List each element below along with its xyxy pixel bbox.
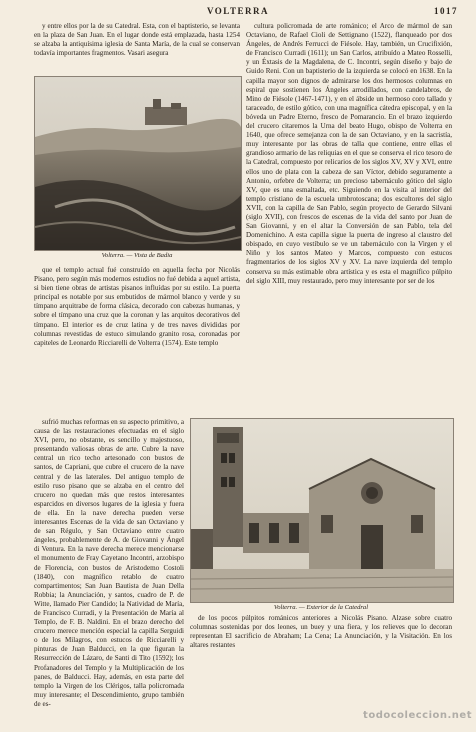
watermark: todocoleccion.net [363,710,472,721]
left-column-top [34,22,240,74]
running-head [0,6,476,20]
paragraph: y entre ellos por la de su Catedral. Esta, con el baptisterio, se levanta en la plaza de San Juan. En el lugar donde está emplazada, hasta 1254 se alzaba la antiquísima iglesia de Santa María, de la cual se conservan todavía importantes fragmentos. Vasari asegura [34,22,240,58]
left-column-lower [34,418,184,708]
right-column-top [246,22,452,402]
left-column-middle [34,266,240,416]
page-number: 1017 [434,6,458,16]
landscape-photo [34,76,242,251]
running-title: VOLTERRA [206,6,269,16]
paragraph: de los pocos púlpitos románicos anteriores a Nicolás Pisano. Alzase sobre cuatro columnas sostenidas por dos leones, un buey y una fiera, y los relieves que lo decoran representan El sacrificio de Abraham; La Cena; La Anunciación, y la Visitación. En los altares restantes [190,614,452,650]
cathedral-caption: Volterra. — Exterior de la Catedral [273,604,369,611]
landscape-caption: Volterra. — Vista de Badia [101,252,173,259]
paragraph: cultura policromada de arte románico; el Arco de mármol de san Octaviano, de Rafael Cioli de Settignano (1522), flanqueado por dos Ángeles, de Andrés Ferrucci de Fiésole. Hay, también, un Crucifixión, de Francisco Curradi (1611); un San Carlos, atribuído a Mateo Rosselli, y un Éxtasis de la Magdalena, de C. Incontri, según diseño y bajo de Guido Reni. Con un baptisterio de la izquierda se colocó en 1638. En la capilla mayor son dignos de admirarse los dos hermosos columnas en espiral que sostienen los Ángeles arrodillados, con candelabros, de Mino de Fiésole (1467-1471), y en el ábside un hermoso coro tallado y taraceado, de estilo gótico, con una magnífica cátedra episcopal, y en la bóveda un Padre Eterno, fresco de Pomarancio. En el brazo izquierdo del crucero citaremos la Urna del beato Hugo, obispo de Volterra en 1640, que ofrece semejanza con la de san Octaviano, y en la sacristía, muy interesante por las obras de talla que contiene, entre ellas el grandioso armario de las reliquias en el que se conserva el rico tesoro de la Catedral, compuesto por relicarios de los siglos XV, XV y XVI, entre ellos uno de plata con la cabeza de san Víctor, debido seguramente a Antonio, orfebre de Volterra; un precioso tabernáculo gótico del siglo XV, que es una esmaltada, etc. Siguiendo en la visita al interior del templo cristiano de la escuela umbrotoscana; dos escultores del siglo XVII, con la capilla de San Pablo, según proyecto de Gerardo Silvani (siglo XVII), con frescos de escenas de la vida del santo por Juan de San Giovanni, y en el altar la Conversión de san Pablo, tela del Domenichino. A esta capilla sigue la puerta de ingreso al claustro del obispado, en cuyo vestíbulo se ve un tabernáculo con la Virgen y el Niño y los santos Mateo y Marcos, compuesto con estucos fragmentarios de los siglos XV y XV. La nave izquierda del templo conserva su más estimable obra artística y es esta el magnífico púlpito del siglo XIII, muy restaurado, pero muy interesante por ser de los [246,22,452,285]
right-column-bottom [190,614,452,708]
cathedral-photo [190,418,454,603]
paragraph: que el templo actual fué construído en aquella fecha por Nicolás Pisano, pero según más modernos estudios no fué debida a aquel artista, si bien tiene obras de artistas pisanos influídas por su estilo. La puerta principal es notable por sus embutidos de mármol blanco y verde y su tímpano arquitrabe de forma clásica, decorado con cabezas humanas, y sobre el tímpano una cruz que la coronan y las arquitos decorativos del tímpano. El interior es de cruz latina y de tres naves divididas por columnas revestidas de estuco simulando granito rosa, coronadas por capiteles de Leonardo Ricciarelli de Volterra (1574). Este templo [34,266,240,347]
landscape-illustration [35,77,241,250]
cathedral-illustration [191,419,453,602]
paragraph: sufrió muchas reformas en su aspecto primitivo, a causa de las restauraciones efectuadas en el siglo XVI, pero, no obstante, es sencillo y majestuoso, presentando valiosas obras de arte. Cubre la nave central un rico techo artesonado con bustos de santos, de Capriani, que cubre el crucero de la nave central y de las laterales. Del antiguo templo de estilo ruso pisano que se alzaba en el centro del crucero no quedan más que restos interesantes esparcidos en diversos lugares de la iglesia y fuera de ella. En la nave derecha pueden verse interesantes Escenas de la vida de san Octaviano y de san Régulo, y San Octaviano entre cuatro ángeles, probablemente de A. de Giovanni y Ángel di Ventura. En la nave derecha merece mencionarse el monumento de Fray Cayetano Incontri, arzobispo de Florencia, con bustos de Aristodemo Costoli (1840), con magnífico retablo de cuatro compartimentos; San Juan Bautista de Juan Della Robbia; la Anunciación, y santos, cuadro de P. de Witte, llamado Pier Candido; la Natividad de María, de Francisco Curradi, y la Presentación de María al Templo, de F. B. Naldini. En el brazo derecho del crucero merece mención especial la capilla Serguidi o de los Milagros, con estucos de Ricciarelli y pinturas de Juan Balducci, en la que figuran la Resurrección de Lázaro, de Santi di Tito (1592); los Profanadores del Templo y la Multiplicación de los panes, de Balducci. Hay, además, en esta parte del templo la Virgen de los Clérigos, talla policromada muy interesante; el Descendimiento, grupo también de es- [34,418,184,708]
